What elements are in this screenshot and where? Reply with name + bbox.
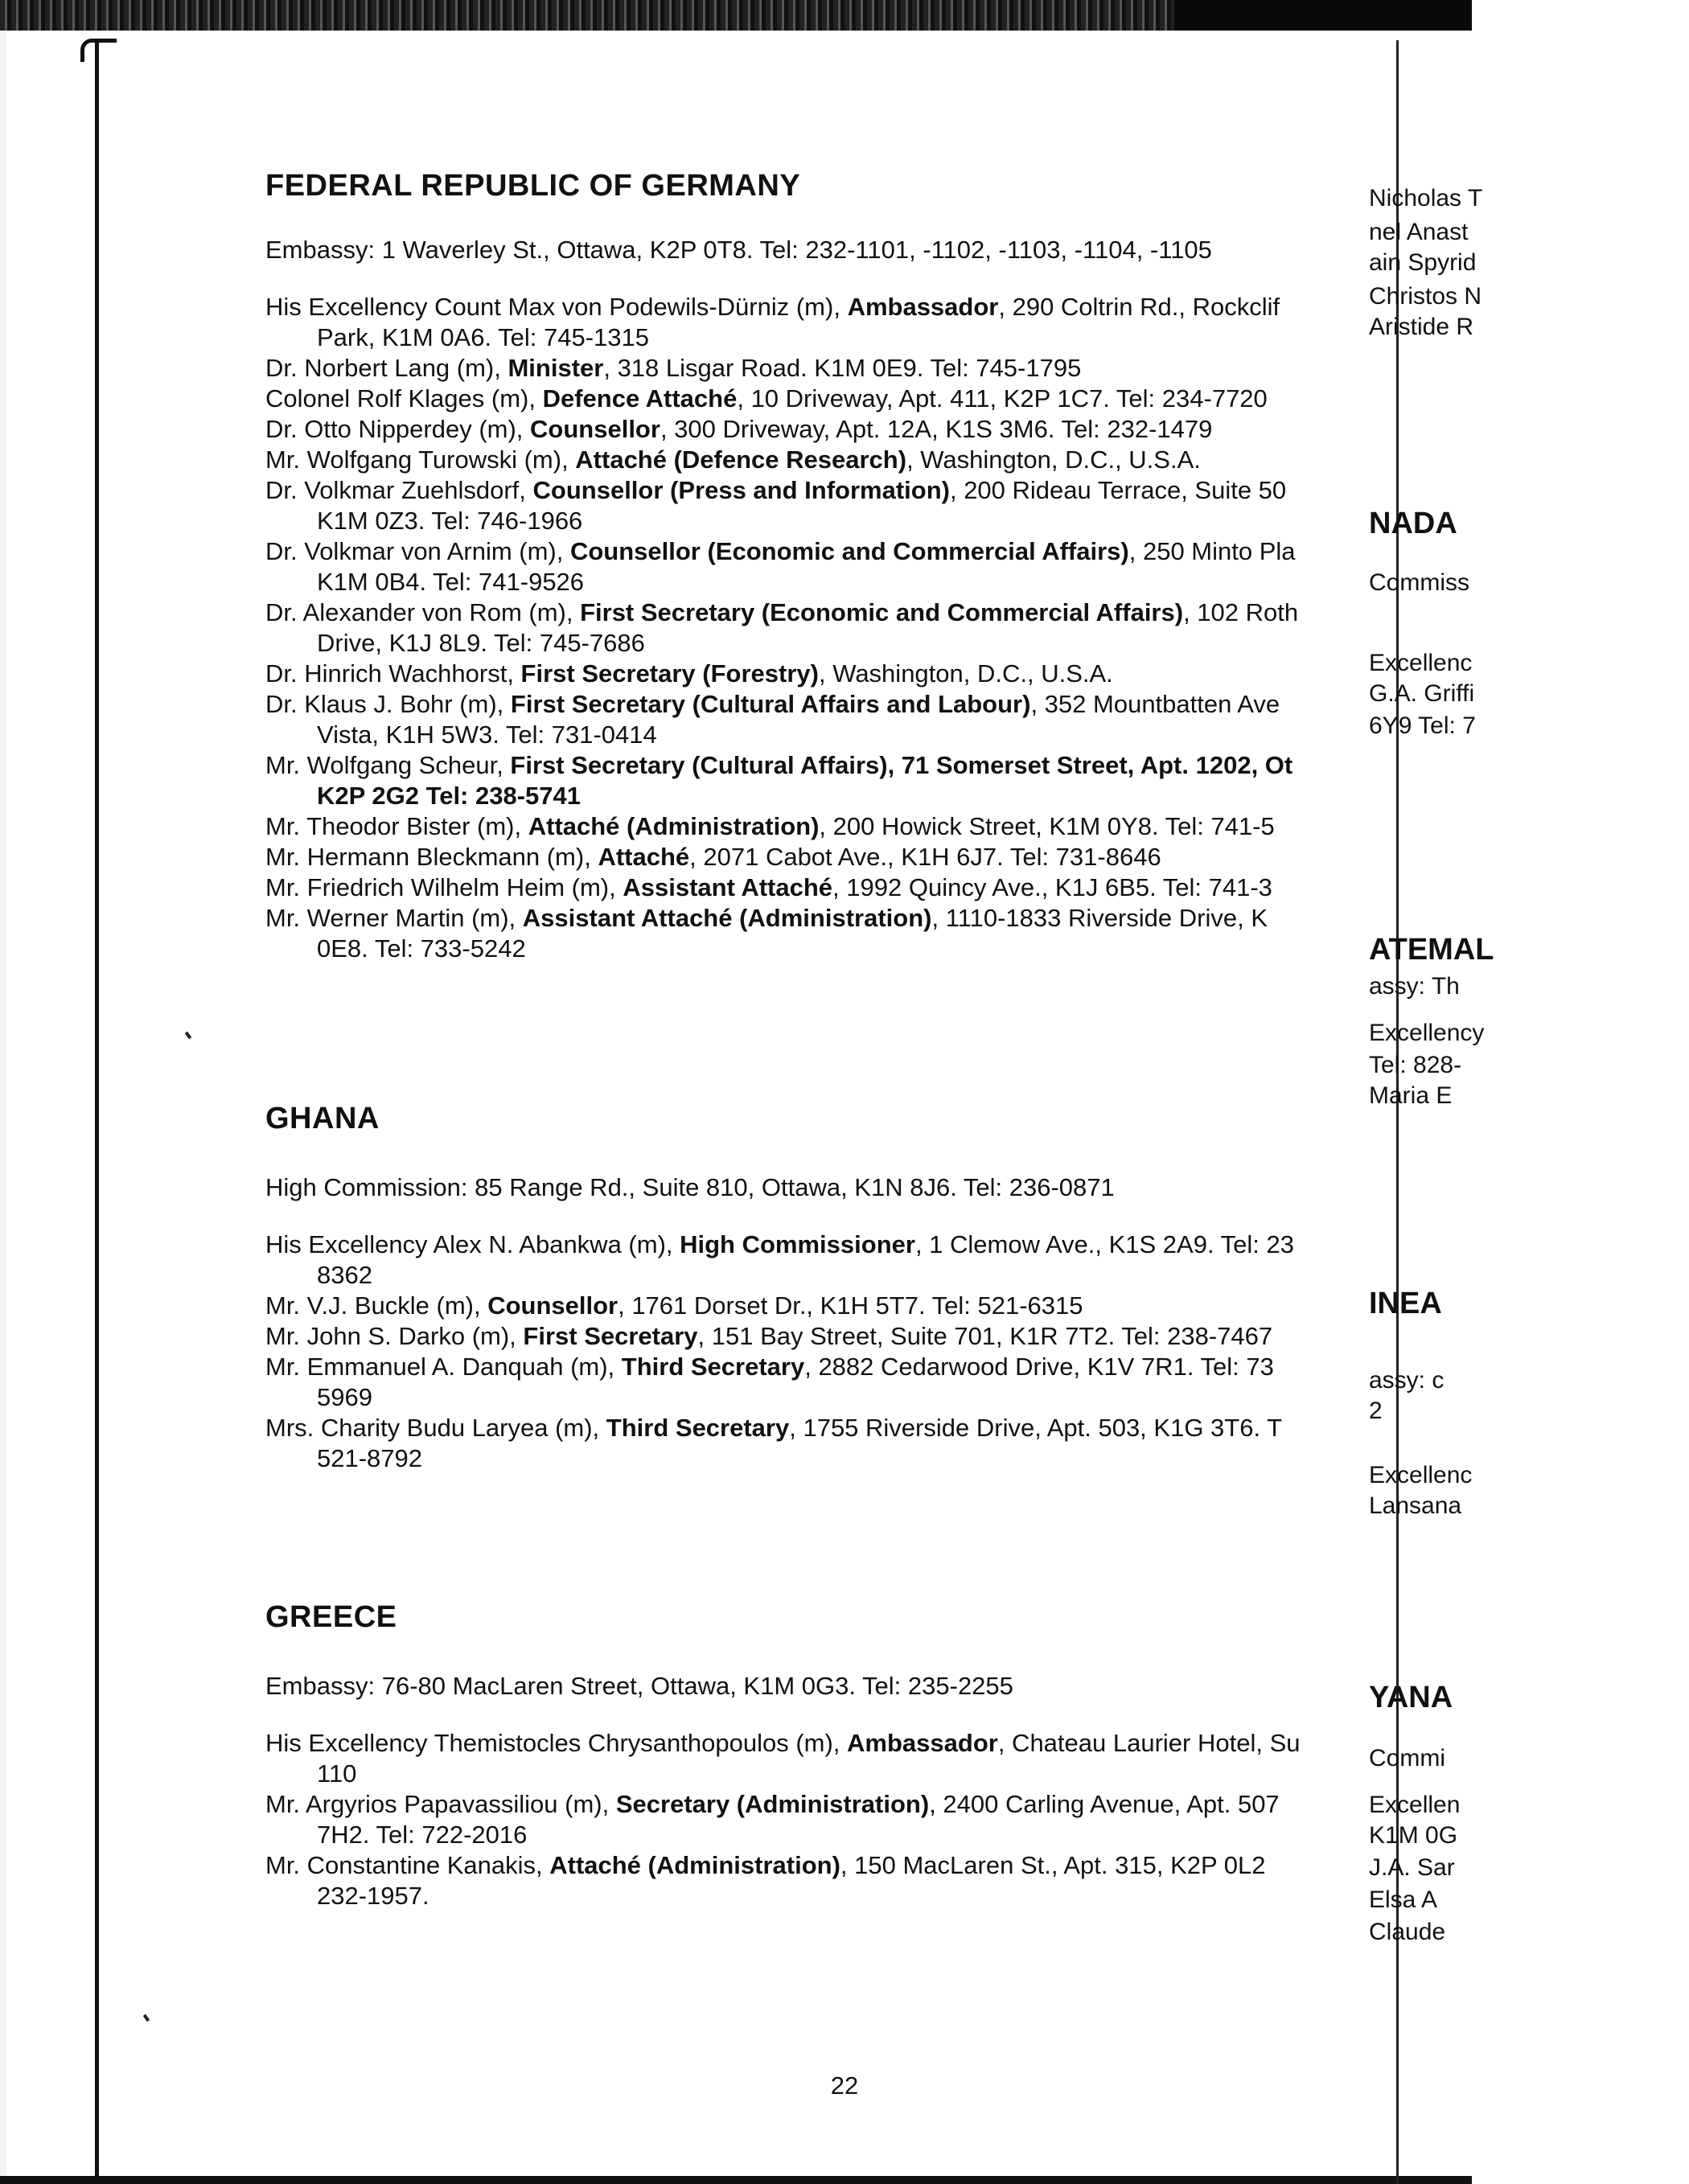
staff-title: Attaché <box>598 843 690 871</box>
staff-address-continued: Park, K1M 0A6. Tel: 745-1315 <box>317 323 650 351</box>
staff-list <box>265 1230 1351 1474</box>
fragment-text: ATEMAL <box>1369 933 1494 967</box>
staff-list <box>265 1728 1351 1911</box>
staff-name: Dr. Volkmar von Arnim (m), <box>265 537 570 565</box>
mission-address: Embassy: 1 Waverley St., Ottawa, K2P 0T8. Tel: 232-1101, -1102, -1103, -1104, -1105 <box>265 236 1212 264</box>
staff-address: , 318 Lisgar Road. K1M 0E9. Tel: 745-1795 <box>603 354 1082 382</box>
staff-address: , 200 Howick Street, K1M 0Y8. Tel: 741-5 <box>819 812 1275 840</box>
staff-title: Assistant Attaché <box>623 873 833 901</box>
staff-name: Mr. Wolfgang Turowski (m), <box>265 445 576 474</box>
mission-address: Embassy: 76-80 MacLaren Street, Ottawa, K1M 0G3. Tel: 235-2255 <box>265 1672 1013 1700</box>
staff-address: , 1 Clemow Ave., K1S 2A9. Tel: 23 <box>914 1230 1294 1258</box>
fragment-text: Nicholas T <box>1369 185 1483 211</box>
staff-address: , Washington, D.C., U.S.A. <box>818 659 1113 688</box>
staff-title: Ambassador <box>847 293 999 321</box>
scan-left-edge <box>0 31 80 2184</box>
page-bottom-border <box>0 2176 1472 2184</box>
section-ghana <box>265 1102 1351 1474</box>
staff-entry <box>265 1321 1351 1352</box>
staff-title: Ambassador <box>847 1729 998 1757</box>
staff-title: Third Secretary <box>621 1353 805 1381</box>
staff-name: Dr. Volkmar Zuehlsdorf, <box>265 476 533 504</box>
staff-entry <box>265 689 1351 750</box>
country-heading: GREECE <box>265 1600 397 1634</box>
staff-title: Minister <box>508 354 604 382</box>
staff-list <box>265 292 1351 964</box>
staff-entry <box>265 475 1351 536</box>
staff-title: Attaché (Defence Research) <box>575 445 907 474</box>
fragment-text: K1M 0G <box>1369 1822 1458 1849</box>
fragment-text: Aristide R <box>1369 314 1474 340</box>
staff-name: Mr. V.J. Buckle (m), <box>265 1291 488 1320</box>
staff-name: Mr. Friedrich Wilhelm Heim (m), <box>265 873 623 901</box>
staff-address-continued: 5969 <box>317 1383 372 1411</box>
staff-address: , 102 Roth <box>1183 598 1299 626</box>
staff-address: , 1755 Riverside Drive, Apt. 503, K1G 3T6. T <box>789 1414 1283 1442</box>
scan-top-dark <box>1174 0 1472 31</box>
scan-speck <box>143 2014 150 2022</box>
staff-name: Dr. Otto Nipperdey (m), <box>265 415 531 443</box>
staff-title: Defence Attaché <box>542 384 738 413</box>
staff-entry <box>265 1850 1351 1911</box>
staff-address: , Washington, D.C., U.S.A. <box>906 445 1201 474</box>
fragment-text: assy: Th <box>1369 973 1460 1000</box>
fragment-text: ain Spyrid <box>1369 249 1477 276</box>
staff-address: , 250 Minto Pla <box>1128 537 1296 565</box>
staff-address: , 2400 Carling Avenue, Apt. 507 <box>929 1790 1280 1818</box>
staff-name: Mr. Werner Martin (m), <box>265 904 523 932</box>
staff-name: Mr. Emmanuel A. Danquah (m), <box>265 1353 622 1381</box>
staff-entry <box>265 1230 1351 1291</box>
fragment-text: NADA <box>1369 507 1457 540</box>
fragment-text: Excellenc <box>1369 650 1473 676</box>
staff-entry <box>265 1789 1351 1850</box>
fragment-text: YANA <box>1369 1681 1453 1714</box>
staff-entry <box>265 659 1351 689</box>
staff-title: Counsellor (Economic and Commercial Affairs) <box>569 537 1129 565</box>
country-heading: GHANA <box>265 1102 380 1135</box>
staff-title: First Secretary <box>523 1322 698 1350</box>
mission-address: High Commission: 85 Range Rd., Suite 810, Ottawa, K1N 8J6. Tel: 236-0871 <box>265 1173 1115 1201</box>
staff-address: , 1761 Dorset Dr., K1H 5T7. Tel: 521-6315 <box>618 1291 1083 1320</box>
scan-speck <box>185 1032 191 1040</box>
fragment-text: INEA <box>1369 1287 1442 1320</box>
staff-title: First Secretary (Forestry) <box>520 659 819 688</box>
staff-entry <box>265 1413 1351 1474</box>
staff-name: His Excellency Themistocles Chrysanthopoulos (m), <box>265 1729 848 1757</box>
page-corner-curl <box>80 39 117 62</box>
fragment-text: Commiss <box>1369 569 1469 596</box>
staff-name: Dr. Alexander von Rom (m), <box>265 598 581 626</box>
staff-title: Counsellor <box>487 1291 618 1320</box>
staff-address-continued: 521-8792 <box>317 1444 423 1472</box>
fragment-text: nel Anast <box>1369 219 1469 245</box>
staff-entry <box>265 536 1351 597</box>
fragment-text: Excellen <box>1369 1792 1461 1818</box>
fragment-text: Maria E <box>1369 1082 1453 1109</box>
staff-title: Counsellor <box>530 415 660 443</box>
staff-name: Mr. Constantine Kanakis, <box>265 1851 550 1879</box>
section-germany <box>265 169 1351 964</box>
staff-name: Dr. Norbert Lang (m), <box>265 354 508 382</box>
staff-name: Mr. Hermann Bleckmann (m), <box>265 843 598 871</box>
fragment-text: 6Y9 Tel: 7 <box>1369 712 1476 739</box>
staff-entry <box>265 903 1351 964</box>
staff-title: First Secretary (Cultural Affairs and Labour) <box>510 690 1031 718</box>
staff-entry <box>265 842 1351 872</box>
staff-title: First Secretary (Economic and Commercial Affairs) <box>580 598 1184 626</box>
staff-title: Third Secretary <box>606 1414 790 1442</box>
staff-address: , 2882 Cedarwood Drive, K1V 7R1. Tel: 73 <box>804 1353 1274 1381</box>
staff-address: , 290 Coltrin Rd., Rockclif <box>998 293 1280 321</box>
staff-title: Secretary (Administration) <box>615 1790 930 1818</box>
staff-title: High Commissioner <box>680 1230 915 1258</box>
staff-address: , 1992 Quincy Ave., K1J 6B5. Tel: 741-3 <box>832 873 1272 901</box>
staff-title: Counsellor (Press and Information) <box>532 476 950 504</box>
staff-entry <box>265 292 1351 353</box>
staff-address-continued: K1M 0Z3. Tel: 746-1966 <box>317 507 583 535</box>
staff-entry <box>265 353 1351 384</box>
staff-entry <box>265 811 1351 842</box>
staff-entry <box>265 1352 1351 1413</box>
staff-entry <box>265 445 1351 475</box>
fragment-text: 2 <box>1369 1398 1383 1424</box>
page-left-border <box>95 39 99 2184</box>
staff-entry <box>265 750 1351 811</box>
staff-address-continued: K1M 0B4. Tel: 741-9526 <box>317 568 585 596</box>
fragment-text: Excellency <box>1369 1020 1485 1046</box>
section-greece <box>265 1600 1351 1911</box>
staff-entry <box>265 414 1351 445</box>
staff-entry <box>265 1291 1351 1321</box>
staff-title: Attaché (Administration) <box>528 812 820 840</box>
fragment-text: assy: c <box>1369 1367 1444 1394</box>
staff-title: Attaché (Administration) <box>549 1851 840 1879</box>
staff-entry <box>265 1728 1351 1789</box>
staff-address: , 150 MacLaren St., Apt. 315, K2P 0L2 <box>840 1851 1266 1879</box>
staff-address-continued: 232-1957. <box>317 1882 429 1910</box>
page-number: 22 <box>830 2071 859 2100</box>
staff-name: His Excellency Count Max von Podewils-Dürniz (m), <box>265 293 848 321</box>
staff-address: , 200 Rideau Terrace, Suite 50 <box>949 476 1287 504</box>
staff-address: , 151 Bay Street, Suite 701, K1R 7T2. Tel: 238-7467 <box>697 1322 1273 1350</box>
staff-name: Colonel Rolf Klages (m), <box>265 384 543 413</box>
staff-address: , Chateau Laurier Hotel, Su <box>997 1729 1301 1757</box>
staff-name: Mrs. Charity Budu Laryea (m), <box>265 1414 606 1442</box>
staff-address: , 1110-1833 Riverside Drive, K <box>931 904 1268 932</box>
fragment-text: Excellenc <box>1369 1462 1473 1488</box>
staff-name: Mr. Theodor Bister (m), <box>265 812 528 840</box>
fragment-text: Commi <box>1369 1745 1445 1771</box>
fragment-text: Christos N <box>1369 283 1482 310</box>
staff-name: Mr. John S. Darko (m), <box>265 1322 524 1350</box>
staff-address-continued: Vista, K1H 5W3. Tel: 731-0414 <box>317 720 657 749</box>
fragment-text: Claude <box>1369 1919 1446 1945</box>
staff-title: First Secretary (Cultural Affairs), 71 Somerset Street, Apt. 1202, Ot <box>510 751 1293 779</box>
staff-entry <box>265 384 1351 414</box>
staff-address: , 2071 Cabot Ave., K1H 6J7. Tel: 731-8646 <box>689 843 1161 871</box>
staff-name: His Excellency Alex N. Abankwa (m), <box>265 1230 680 1258</box>
staff-name: Mr. Wolfgang Scheur, <box>265 751 511 779</box>
staff-address: , 300 Driveway, Apt. 12A, K1S 3M6. Tel: 232-1479 <box>660 415 1213 443</box>
staff-name: Dr. Klaus J. Bohr (m), <box>265 690 511 718</box>
staff-title: Assistant Attaché (Administration) <box>522 904 932 932</box>
staff-address: , 352 Mountbatten Ave <box>1030 690 1280 718</box>
fragment-text: Lansana <box>1369 1492 1462 1519</box>
staff-name: Mr. Argyrios Papavassiliou (m), <box>265 1790 616 1818</box>
staff-address-continued: 0E8. Tel: 733-5242 <box>317 934 526 963</box>
staff-address-continued: 110 <box>317 1759 357 1788</box>
staff-entry <box>265 872 1351 903</box>
fragment-text: G.A. Griffi <box>1369 680 1475 707</box>
fragment-text: J.A. Sar <box>1369 1854 1455 1881</box>
staff-name: Dr. Hinrich Wachhorst, <box>265 659 521 688</box>
staff-address-continued: Drive, K1J 8L9. Tel: 745-7686 <box>317 629 645 657</box>
country-heading: FEDERAL REPUBLIC OF GERMANY <box>265 169 801 203</box>
staff-address-continued: 7H2. Tel: 722-2016 <box>317 1821 528 1849</box>
fragment-text: Tel: 828- <box>1369 1052 1462 1078</box>
staff-entry <box>265 597 1351 659</box>
staff-address-continued: 8362 <box>317 1261 372 1289</box>
fragment-text: Elsa A <box>1369 1886 1438 1913</box>
staff-address: , 10 Driveway, Apt. 411, K2P 1C7. Tel: 234-7720 <box>737 384 1268 413</box>
staff-address-continued: K2P 2G2 Tel: 238-5741 <box>317 782 581 810</box>
